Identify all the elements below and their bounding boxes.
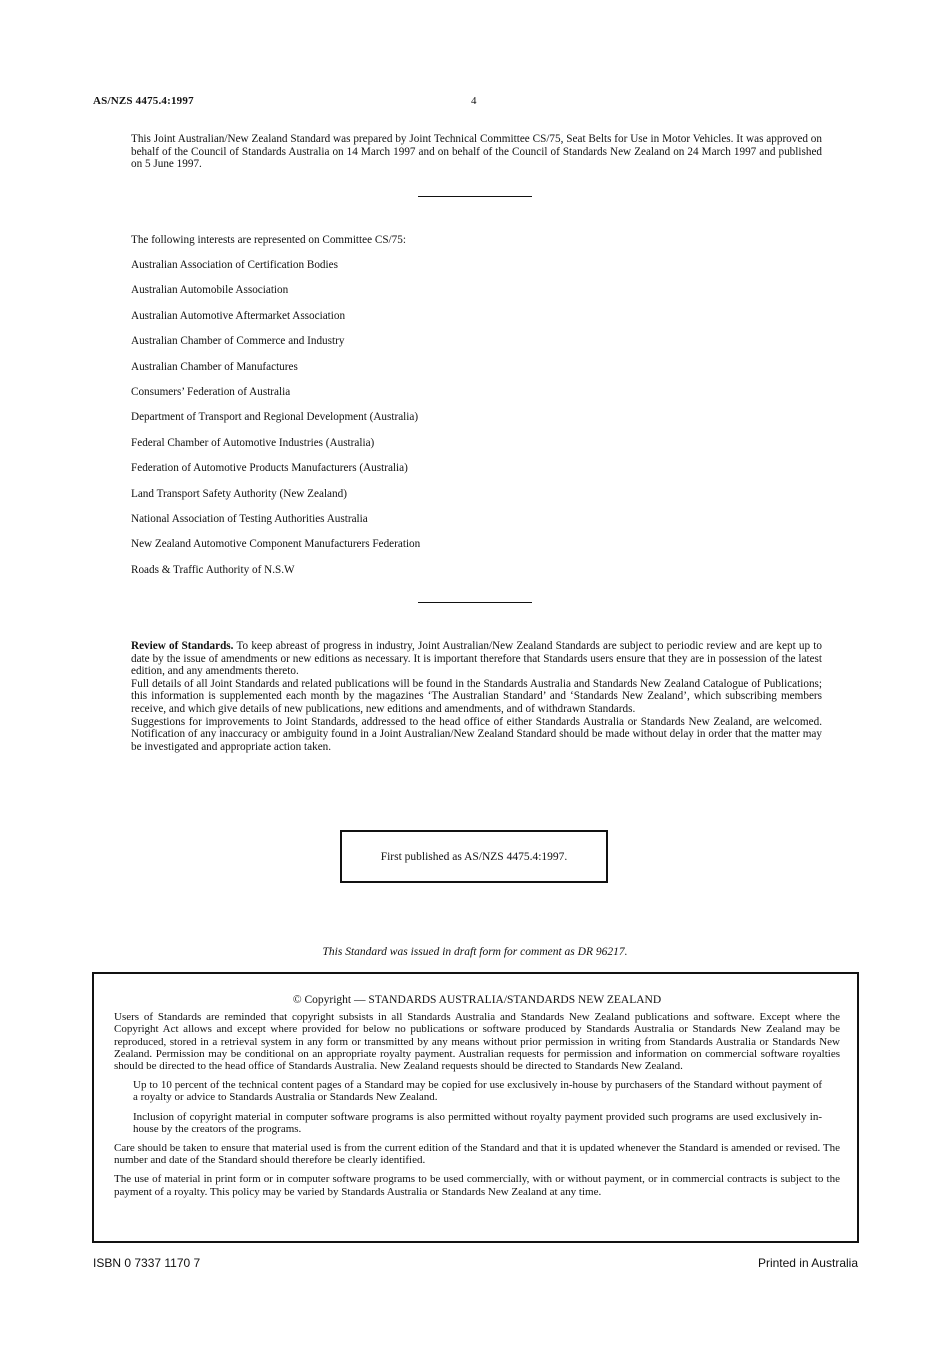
copyright-box (92, 972, 859, 1243)
committee-member: National Association of Testing Authorities Australia (131, 512, 368, 525)
committee-member: Australian Chamber of Commerce and Industry (131, 335, 345, 348)
copyright-paragraph: The use of material in print form or in computer software programs to be used commercially, with or without payment, or in commercial contracts is subject to the payment of a royalty. This policy may be varied by Standards Australia or Standards New Zealand at any time. (114, 1173, 840, 1198)
running-head-standard-id: AS/NZS 4475.4:1997 (93, 95, 194, 107)
section-divider (418, 196, 532, 197)
review-heading: Review of Standards. (131, 640, 234, 652)
copyright-paragraph: Users of Standards are reminded that copyright subsists in all Standards Australia and Standards New Zealand publications and software. Except where the Copyright Act allows and except where provided for below no publications or software produced by Standards Australia or Standards New Zealand may be reproduced, stored in a retrieval system in any form or transmitted by any means without prior permission in writing from Standards Australia or Standards New Zealand. Permission may be conditional on an appropriate royalty payment. Australian requests for permission and information on commercial software royalties should be directed to the head office of Standards Australia. New Zealand requests should be directed to Standards New Zealand. (114, 1011, 840, 1073)
printed-in: Printed in Australia (757, 1256, 858, 1270)
review-paragraph: Suggestions for improvements to Joint Standards, addressed to the head office of either Standards Australia or Standards New Zealand, are welcomed. Notification of any inaccuracy or ambiguity found in a Joint Australian/New Zealand Standard should be made without delay in order that the matter may be investigated and appropriate action taken. (131, 715, 822, 753)
committee-member: Australian Automotive Aftermarket Association (131, 309, 346, 322)
committee-intro: The following interests are represented on Committee CS/75: (131, 234, 406, 246)
isbn: ISBN 0 7337 1170 7 (93, 1256, 201, 1270)
copyright-paragraph: Inclusion of copyright material in computer software programs is also permitted without royalty payment provided such programs are used exclusively in-house by the creators of the programs. (133, 1110, 822, 1135)
review-paragraph: Full details of all Joint Standards and related publications will be found in the Standards Australia and Standards New Zealand Catalogue of Publications; this information is supplemented each month by the magazines ‘The Australian Standard’ and ‘Standards New Zealand’, which subscribing members receive, and which give details of new publications, new editions and amendments, and of withdrawn Standards. (131, 677, 822, 715)
draft-note: This Standard was issued in draft form for comment as DR 96217. (322, 946, 628, 958)
committee-member: New Zealand Automotive Component Manufacturers Federation (131, 538, 421, 551)
first-published-box (340, 830, 608, 883)
review-paragraph (131, 640, 822, 678)
committee-member: Land Transport Safety Authority (New Zealand) (131, 487, 347, 500)
preparation-note: This Joint Australian/New Zealand Standard was prepared by Joint Technical Committee CS/75, Seat Belts for Use in Motor Vehicles. It was approved on behalf of the Council of Standards Australia on 14 March 1997 and on behalf of the Council of Standards New Zealand on 24 March 1997 and published on 5 June 1997. (131, 133, 822, 171)
committee-member-list (131, 259, 420, 589)
copyright-paragraph: Up to 10 percent of the technical content pages of a Standard may be copied for use exclusively in-house by purchasers of the Standard without payment of a royalty or advice to Standards Australia or Standards New Zealand. (133, 1079, 822, 1104)
committee-member: Federation of Automotive Products Manufacturers (Australia) (131, 462, 408, 475)
committee-member: Federal Chamber of Automotive Industries (Australia) (131, 436, 375, 449)
first-published-text: First published as AS/NZS 4475.4:1997. (380, 850, 568, 863)
committee-member: Australian Chamber of Manufactures (131, 360, 298, 373)
section-divider (418, 602, 532, 603)
committee-member: Australian Association of Certification Bodies (131, 259, 338, 271)
committee-member: Consumers’ Federation of Australia (131, 385, 291, 398)
committee-member: Roads & Traffic Authority of N.S.W (131, 563, 295, 576)
review-of-standards (131, 640, 822, 753)
committee-member: Australian Automobile Association (131, 284, 289, 297)
copyright-paragraph: Care should be taken to ensure that material used is from the current edition of the Standard and that it is updated whenever the Standard is amended or revised. The number and date of the Standard should therefore be clearly identified. (114, 1142, 840, 1167)
committee-member: Department of Transport and Regional Development (Australia) (131, 411, 419, 424)
page-number: 4 (471, 95, 477, 107)
copyright-title: © Copyright — STANDARDS AUSTRALIA/STANDARDS NEW ZEALAND (292, 994, 662, 1006)
review-text: To keep abreast of progress in industry, Joint Australian/New Zealand Standards are subject to periodic review and are kept up to date by the issue of amendments or new editions as necessary. It is important therefore that Standards users ensure that they are in possession of the latest edition, and any amendments thereto. (131, 640, 822, 678)
